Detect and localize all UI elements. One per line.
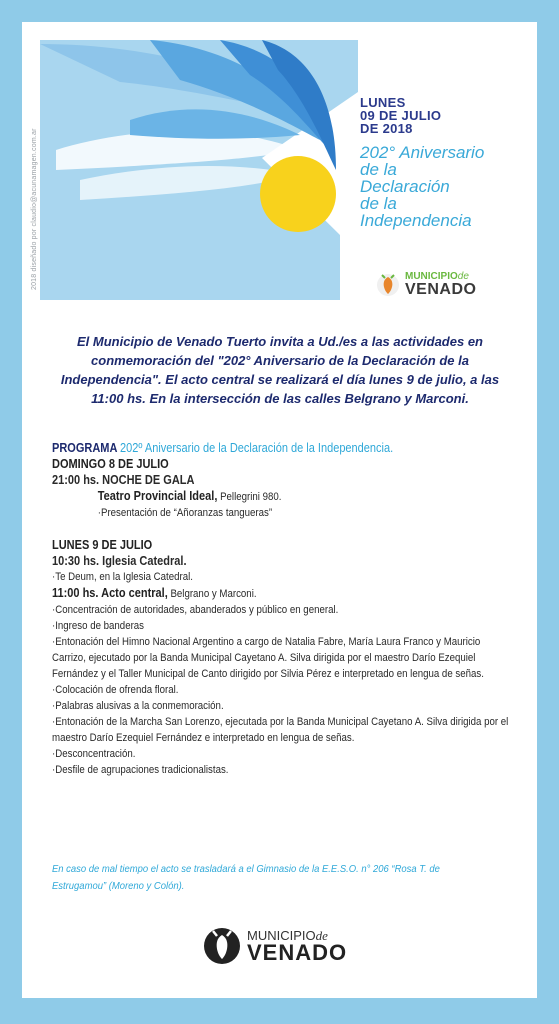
logo-word-de: de — [457, 271, 469, 282]
theatre-line — [52, 488, 510, 505]
program-item: ·Ingreso de banderas — [52, 620, 145, 632]
logo-word-de: de — [315, 927, 328, 943]
program-title: 202º Aniversario de la Declaración de la Independencia. — [120, 441, 394, 455]
program-item: ·Palabras alusivas a la conmemoración. — [52, 700, 224, 712]
deer-head-icon — [203, 927, 241, 965]
gala-time: 21:00 hs. NOCHE DE GALA — [52, 473, 195, 487]
logo-word-municipio: MUNICIPIO — [405, 271, 458, 282]
theatre-address: Pellegrini 980. — [217, 491, 282, 503]
program-item: ·Desconcentración. — [52, 748, 136, 760]
date-line: 09 DE JULIO — [360, 108, 442, 123]
program-item: ·Entonación del Himno Nacional Argentino a cargo de Natalia Fabre, María Laura Franco y Mauricio Carrizo, ejecutado por la Banda Municipal Cayetano A. Silva dirigida por el maestro Darío Ezequiel Fernández y el Taller Municipal de Canto dirigido por Silvia Pérez e interpretado en lengua de señas. — [52, 636, 484, 680]
logo-word-venado: VENADO — [405, 281, 477, 298]
anniversary-line: de la — [360, 194, 397, 213]
anniversary-title — [360, 144, 484, 229]
day-heading: DOMINGO 8 DE JULIO — [52, 457, 169, 471]
presentation-item: ·Presentación de “Añoranzas tangueras” — [97, 507, 273, 519]
intro-paragraph: El Municipio de Venado Tuerto invita a Ud./es a las actividades en conmemoración del "202° Aniversario de la Declaración de la Independencia". El acto central se realizará el día lunes 9 de julio, a las 11:00 hs. En la intersección de las calles Belgrano y Marconi. — [60, 334, 500, 406]
municipio-logo-bottom — [203, 927, 347, 965]
central-address: Belgrano y Marconi. — [167, 588, 257, 600]
program-item: ·Concentración de autoridades, abanderados y público en general. — [52, 604, 339, 616]
central-time: 11:00 hs. Acto central, — [52, 586, 168, 600]
day-heading: LUNES 9 DE JULIO — [52, 538, 153, 552]
sun-icon — [260, 156, 336, 232]
cathedral-time: 10:30 hs. Iglesia Catedral. — [52, 554, 187, 568]
deer-head-icon — [376, 273, 400, 297]
logo-word-municipio: MUNICIPIO — [247, 927, 316, 943]
program-item: ·Te Deum, en la Iglesia Catedral. — [52, 571, 193, 583]
logo-word-venado: VENADO — [247, 939, 348, 965]
event-date — [360, 96, 441, 135]
date-line: DE 2018 — [360, 121, 413, 136]
date-line: LUNES — [360, 95, 406, 110]
central-line — [52, 585, 510, 602]
program-item: ·Colocación de ofrenda floral. — [52, 684, 179, 696]
program-item: ·Desfile de agrupaciones tradicionalistas. — [52, 764, 229, 776]
weather-note: En caso de mal tiempo el acto se trasladará a el Gimnasio de la E.E.S.O. n° 206 “Rosa T. de Estrugamou” (Moreno y Colón). — [52, 863, 440, 892]
program-label: PROGRAMA — [52, 441, 117, 455]
anniversary-line: 202° Aniversario — [360, 143, 485, 162]
theatre-name: Teatro Provincial Ideal, — [97, 489, 218, 503]
municipio-logo-top — [376, 272, 476, 298]
anniversary-line: de la — [360, 160, 397, 179]
design-credit: 2018 diseñado por claudio@acunamagen.com.ar — [31, 128, 38, 290]
anniversary-line: Independencia — [360, 211, 472, 230]
program-heading — [52, 440, 510, 456]
program-item: ·Entonación de la Marcha San Lorenzo, ejecutada por la Banda Municipal Cayetano A. Silva dirigida por el maestro Darío Ezequiel Fernández e interpretado en lengua de señas. — [52, 716, 509, 744]
anniversary-line: Declaración — [360, 177, 450, 196]
program — [52, 440, 510, 778]
